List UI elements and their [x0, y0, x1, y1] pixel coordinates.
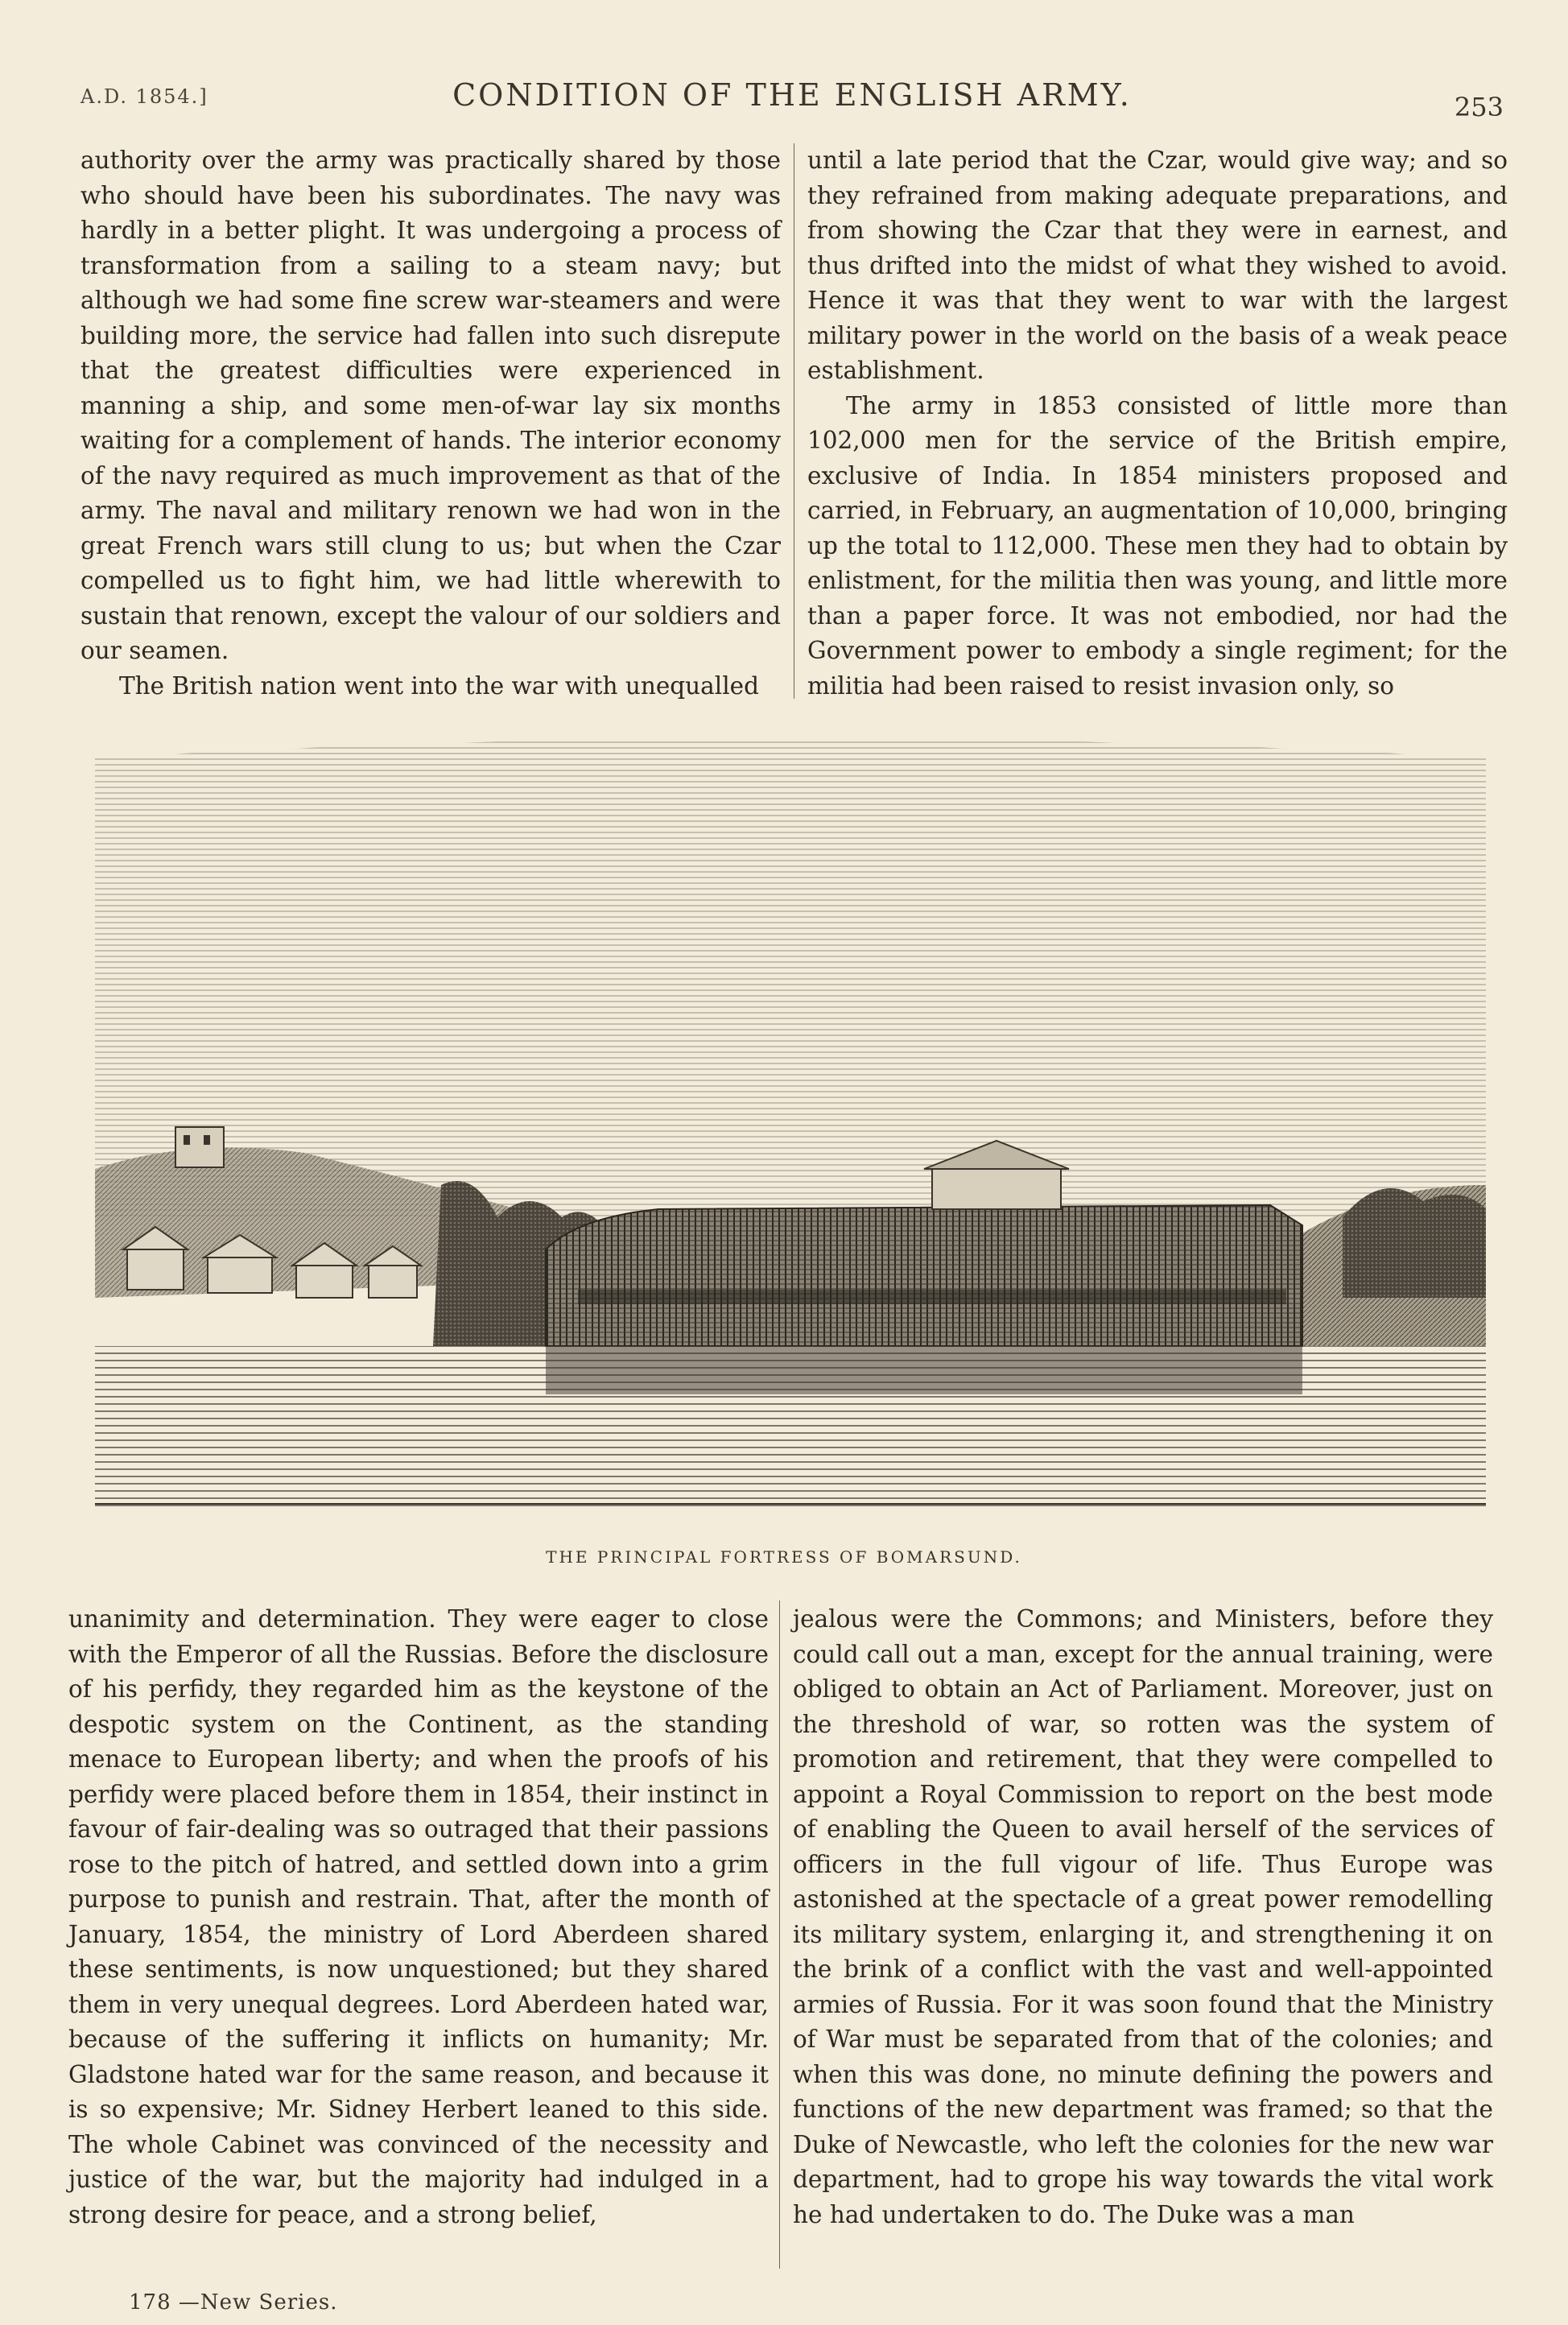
paragraph: The army in 1853 consisted of little more than 102,000 men for the service of the British empire, exclusive of India. In 1854 ministers proposed and carried, in February, an augmentation of 10,000, bringing up the total to 112,000. These men they had to obtain by enlistment, for the militia then was young, and little more than a paper force. It was not embodied, nor had the Government power to embody a single regiment; for the militia had been raised to resist invasion only, so [807, 391, 1508, 700]
illustration-caption: THE PRINCIPAL FORTRESS OF BOMARSUND. [546, 1547, 1022, 1567]
column-bottom-right [793, 1602, 1493, 2232]
signature-mark: 178 —New Series. [129, 2290, 338, 2315]
column-divider [779, 1600, 780, 2269]
paragraph: unanimity and determination. They were eager to close with the Emperor of all the Russias. Before the disclosure of his perfidy, they regarded him as the keystone of the despotic system on the Continent, as the standing menace to European liberty; and when the proofs of his perfidy were placed before them in 1854, their instinct in favour of fair-dealing was so outraged that their passions rose to the pitch of hatred, and settled down into a grim purpose to punish and restrain. That, after the month of January, 1854, the ministry of Lord Aberdeen shared these sentiments, is now unquestioned; but they shared them in very unequal degrees. Lord Aberdeen hated war, because of the suffering it inflicts on humanity; Mr. Gladstone hated war for the same reason, and because it is so expensive; Mr. Sidney Herbert leaned to this side. The whole Cabinet was convinced of the necessity and justice of the war, but the majority had indulged in a strong desire for peace, and a strong belief, [68, 1605, 769, 2228]
column-top-left [80, 143, 781, 704]
fortress-engraving [95, 734, 1486, 1523]
column-top-right [807, 143, 1508, 704]
paragraph: authority over the army was practically shared by those who should have been his subordinates. The navy was hardly in a better plight. It was undergoing a process of transformation from a sailing to a steam navy; but although we had some fine screw war-steamers and were building more, the service had fallen into such disrepute that the greatest difficulties were experienced in manning a ship, and some men-of-war lay six months waiting for a complement of hands. The interior economy of the navy required as much improvement as that of the army. The naval and military renown we had won in the great French wars still clung to us; but when the Czar compelled us to fight him, we had little wherewith to sustain that renown, except the valour of our soldiers and our seamen. [80, 147, 781, 664]
paragraph: jealous were the Commons; and Ministers, before they could call out a man, except for the annual training, were obliged to obtain an Act of Parliament. Moreover, just on the threshold of war, so rotten was the system of promotion and retirement, that they were compelled to appoint a Royal Commission to report on the best mode of enabling the Queen to avail herself of the services of officers in the full vigour of life. Thus Europe was astonished at the spectacle of a great power remodelling its military system, enlarging it, and strengthening it on the brink of a conflict with the vast and well-appointed armies of Russia. For it was soon found that the Ministry of War must be separated from that of the colonies; and when this was done, no minute defining the powers and functions of the new department was framed; so that the Duke of Newcastle, who left the colonies for the new war department, had to grope his way towards the vital work he had undertaken to do. The Duke was a man [793, 1605, 1493, 2228]
page-number: 253 [1454, 92, 1504, 122]
header-title: CONDITION OF THE ENGLISH ARMY. [452, 77, 1132, 113]
running-header [80, 77, 1504, 126]
column-bottom-left [68, 1602, 769, 2232]
header-date: A.D. 1854.] [80, 85, 208, 108]
paragraph: until a late period that the Czar, would give way; and so they refrained from making adequate preparations, and from showing the Czar that they were in earnest, and thus drifted into the midst of what they wished to avoid. Hence it was that they went to war with the largest military power in the world on the basis of a weak peace establishment. [807, 147, 1508, 384]
paragraph: The British nation went into the war with unequalled [119, 671, 759, 700]
